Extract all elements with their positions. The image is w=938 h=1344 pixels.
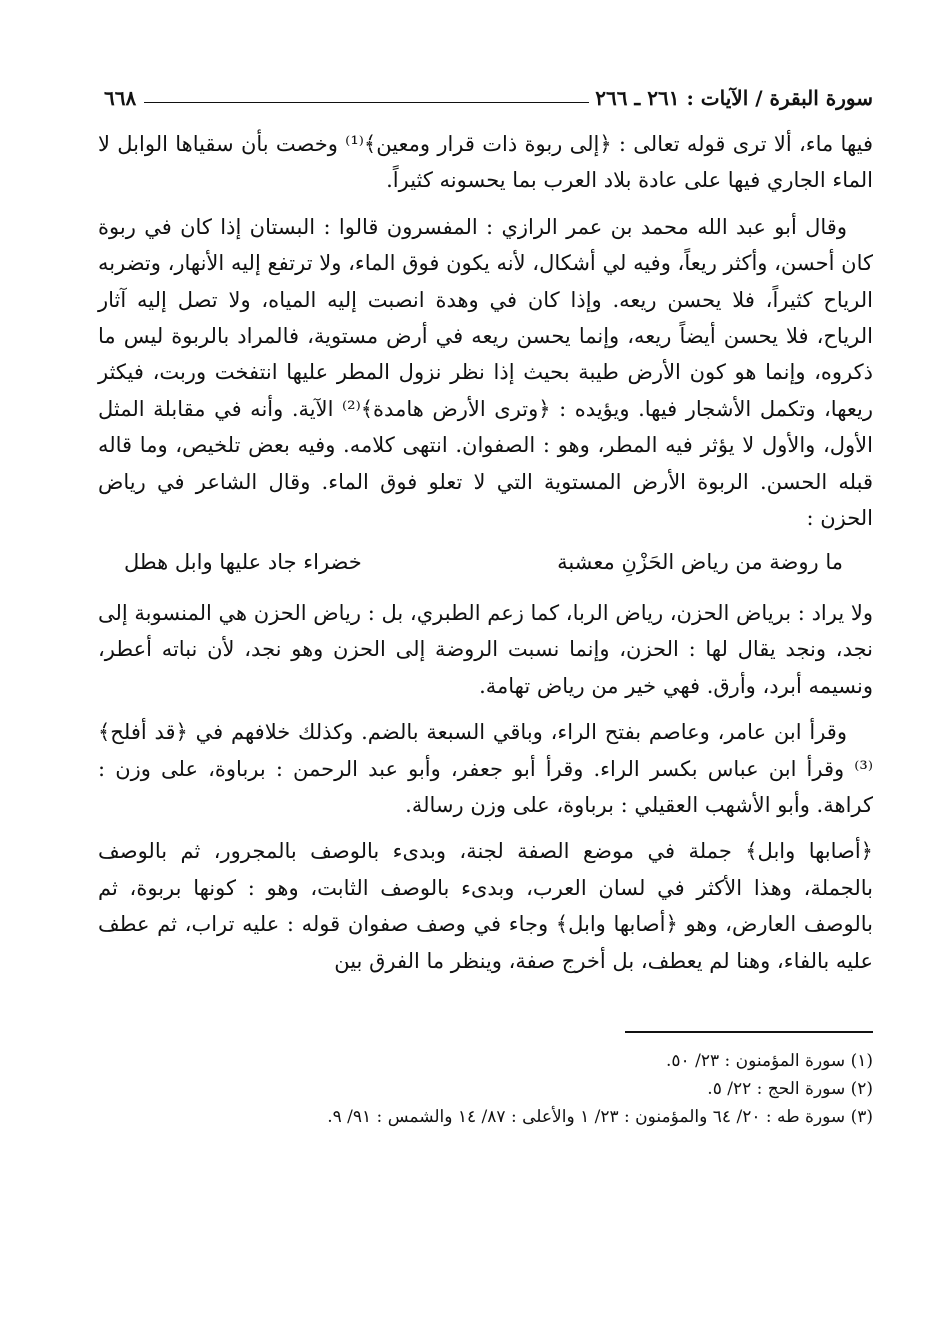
poem-verse xyxy=(98,536,873,588)
poem-hemistich-2: خضراء جاد عليها وابل هطل xyxy=(124,550,362,575)
running-title: سورة البقرة / الآيات : ٢٦١ ـ ٢٦٦ xyxy=(595,86,873,110)
page-number: ٦٦٨ xyxy=(104,86,137,110)
paragraph-2: وقال أبو عبد الله محمد بن عمر الرازي : المفسرون قالوا : البستان إذا كان في ربوة كان أحسن، وأكثر ريعاً، وفيه لي أشكال، لأنه يكون فوق الماء، ولا ترتفع إليه الأنهار، وتضربه الرياح كثيراً، فلا يحسن ريعه. وإذا كان في وهدة انصبت إليه المياه، ولا تصل إليه آثار الرياح، فلا يحسن أيضاً ريعه، وإنما يحسن ريعه في أرض مستوية، فالمراد بالربوة ليس ما ذكروه، وإنما هو كون الأرض طيبة بحيث إذا نظر نزول المطر عليها انتفخت وربت، فيكثر ريعها، وتكمل الأشجار فيها. ويؤيده : ﴿وترى الأرض هامدة﴾⁽²⁾ الآية. وأنه في مقابلة المثل الأول، والأول لا يؤثر فيه المطر، وهو : الصفوان. انتهى كلامه. وفيه بعض تلخيص، وما قاله قبله الحسن. الربوة الأرض المستوية التي لا تعلو فوق الماء. وقال الشاعر في رياض الحزن : xyxy=(98,214,873,531)
paragraph-1: فيها ماء، ألا ترى قوله تعالى : ﴿إلى ربوة ذات قرار ومعين﴾⁽¹⁾ وخصت بأن سقياها الوابل لا الماء الجاري فيها على عادة بلاد العرب بما يحسونه كثيراً. xyxy=(98,132,873,193)
footnote-2: (٢) سورة الحج : ٢٢/ ٥. xyxy=(707,1078,873,1099)
footnote-rule xyxy=(625,1031,873,1033)
page-header xyxy=(98,78,873,118)
book-page xyxy=(98,78,873,1131)
footnote-3: (٣) سورة طه : ٢٠/ ٦٤ والمؤمنون : ٢٣/ ١ والأعلى : ٨٧/ ١٤ والشمس : ٩١/ ٩. xyxy=(327,1106,873,1127)
paragraph-4: وقرأ ابن عامر، وعاصم بفتح الراء، وباقي السبعة بالضم. وكذلك خلافهم في ﴿قد أفلح﴾⁽³⁾ وقرأ ابن عباس بكسر الراء. وقرأ أبو جعفر، وأبو عبد الرحمن : برباوة، على وزن : كراهة. وأبو الأشهب العقيلي : برباوة، على وزن رسالة. xyxy=(98,720,873,817)
poem-hemistich-1: ما روضة من رياض الحَزْنِ معشبة xyxy=(557,550,843,575)
footnote-1: (١) سورة المؤمنون : ٢٣/ ٥٠. xyxy=(666,1050,873,1071)
header-rule xyxy=(144,102,589,103)
main-text xyxy=(98,126,873,979)
paragraph-5: ﴿أصابها وابل﴾ جملة في موضع الصفة لجنة، وبدىء بالوصف بالمجرور، ثم بالوصف بالجملة، وهذا الأكثر في لسان العرب، وبدىء بالوصف الثابت، وهو : كونها بربوة، ثم بالوصف العارض، وهو ﴿أصابها وابل﴾ وجاء في وصف صفوان قوله : عليه تراب، ثم عطف عليه بالفاء، وهنا لم يعطف، بل أخرج صفة، وينظر ما الفرق بين xyxy=(98,839,873,973)
footnotes xyxy=(98,1047,873,1131)
paragraph-3: ولا يراد : برياض الحزن، رياض الربا، كما زعم الطبري، بل : رياض الحزن هي المنسوبة إلى نجد، ونجد يقال لها : الحزن، وإنما نسبت الروضة إلى الحزن وهو نجد، لأن نباته أعطر، ونسيمه أبرد، وأرق. فهي خير من رياض تهامة. xyxy=(98,600,873,698)
